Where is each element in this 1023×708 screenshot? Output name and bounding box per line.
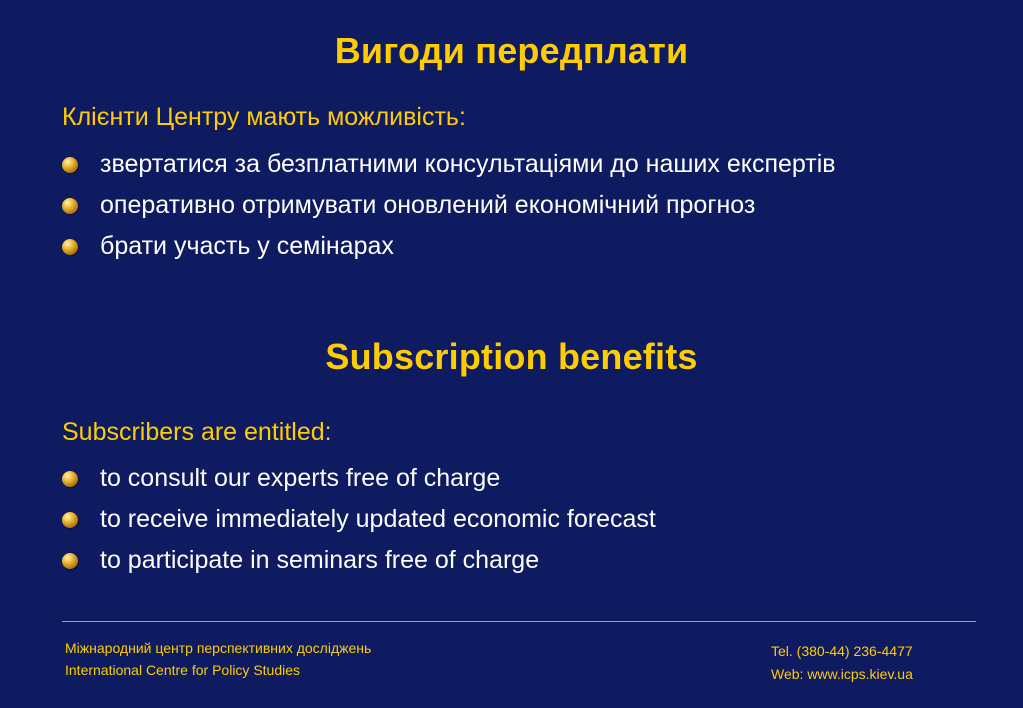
gold-sphere-bullet-icon xyxy=(62,198,78,214)
list-item xyxy=(62,226,836,267)
gold-sphere-bullet-icon xyxy=(62,239,78,255)
heading-ukrainian: Вигоди передплати xyxy=(334,30,689,71)
heading-english: Subscription benefits xyxy=(325,336,698,377)
gold-sphere-bullet-icon xyxy=(62,553,78,569)
benefits-list-ukrainian xyxy=(62,144,836,267)
gold-sphere-bullet-icon xyxy=(62,157,78,173)
intro-english: Subscribers are entitled: xyxy=(62,418,332,446)
footer-divider xyxy=(62,621,976,622)
organization-name-ukrainian: Міжнародний центр перспективних досліджень xyxy=(65,640,372,656)
list-item xyxy=(62,499,656,540)
organization-name-english: International Centre for Policy Studies xyxy=(65,662,301,678)
footer-contacts xyxy=(771,640,913,686)
intro-ukrainian: Клієнти Центру мають можливість: xyxy=(62,103,466,131)
list-item-text: to participate in seminars free of charge xyxy=(100,546,540,574)
list-item-text: брати участь у семінарах xyxy=(100,232,394,260)
footer-organization xyxy=(65,637,371,681)
gold-sphere-bullet-icon xyxy=(62,471,78,487)
list-item-text: звертатися за безплатними консультаціями до наших експертів xyxy=(100,150,836,178)
list-item xyxy=(62,458,656,499)
website: Web: www.icps.kiev.ua xyxy=(771,666,913,682)
list-item-text: to receive immediately updated economic forecast xyxy=(100,505,656,533)
benefits-list-english xyxy=(62,458,656,581)
list-item xyxy=(62,144,836,185)
list-item xyxy=(62,185,836,226)
list-item xyxy=(62,540,656,581)
telephone: Tel. (380-44) 236-4477 xyxy=(771,643,913,659)
list-item-text: оперативно отримувати оновлений економічний прогноз xyxy=(100,191,756,219)
list-item-text: to consult our experts free of charge xyxy=(100,464,501,492)
gold-sphere-bullet-icon xyxy=(62,512,78,528)
